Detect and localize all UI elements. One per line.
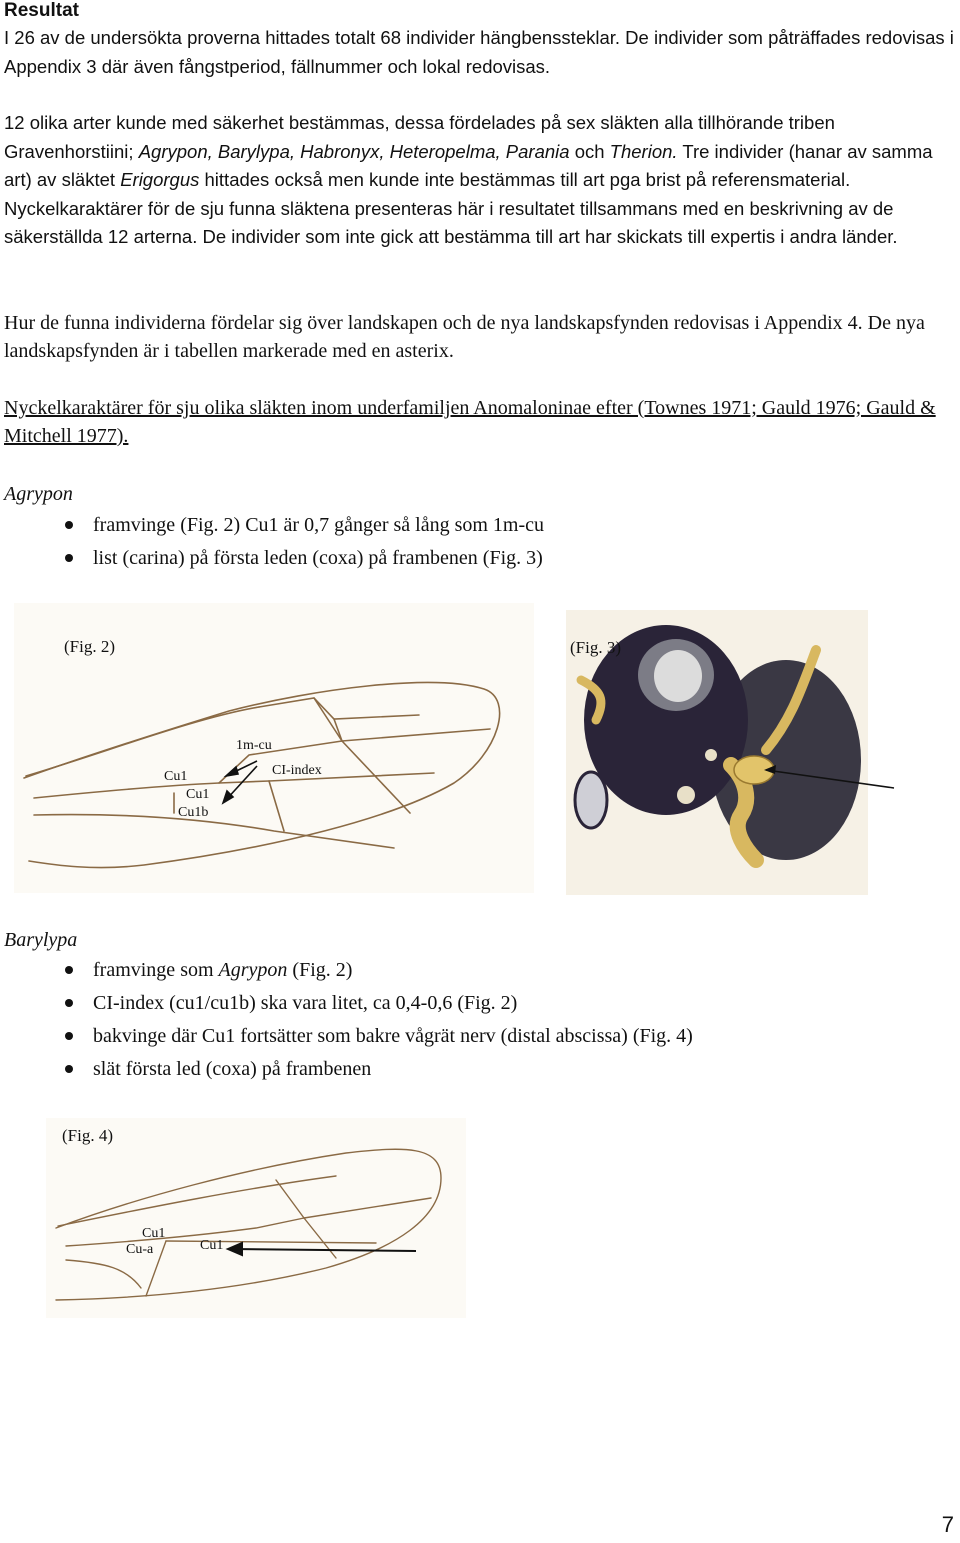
figure-3-coxa bbox=[566, 610, 896, 900]
wing-outline bbox=[24, 683, 500, 868]
paragraph-intro: I 26 av de undersökta proverna hittades totalt 68 individer hängbenssteklar. De individer som påträffades redovisas i Appendix 3 där även fångstperiod, fällnummer och lokal redovisas. bbox=[4, 27, 954, 77]
page-number: 7 bbox=[941, 1512, 954, 1537]
genera-list: Agrypon, Barylypa, Habronyx, Heteropelma, Parania bbox=[138, 140, 570, 162]
costa-vein bbox=[26, 707, 259, 776]
paragraph-key-characters: Nyckelkaraktärer för sju olika släkten inom underfamiljen Anomaloninae efter (Townes 1971; Gauld 1976; Gauld & Mitchell 1977). bbox=[4, 397, 936, 447]
figure-4-hindwing bbox=[46, 1118, 466, 1318]
genus-therion: Therion. bbox=[609, 140, 678, 162]
bullet-text: framvinge (Fig. 2) Cu1 är 0,7 gånger så lång som 1m-cu bbox=[93, 514, 545, 536]
bullet-icon bbox=[65, 554, 73, 562]
genus-heading-barylypa bbox=[4, 926, 77, 954]
species-text-b: Tre individer (hanar av samma art) av släktet bbox=[4, 140, 933, 190]
hind-cross-vein bbox=[276, 1180, 304, 1218]
barylypa-bullet-list bbox=[0, 956, 693, 1088]
bullet-icon bbox=[65, 999, 73, 1007]
fig3-caption: (Fig. 3) bbox=[570, 638, 621, 657]
label-cu-a: Cu-a bbox=[126, 1242, 154, 1257]
mandible bbox=[575, 772, 607, 828]
label-cu1-right: Cu1 bbox=[200, 1238, 224, 1253]
species-text-och: och bbox=[569, 140, 610, 162]
fig4-caption: (Fig. 4) bbox=[62, 1126, 113, 1145]
paragraph-species bbox=[4, 109, 954, 252]
hind-anal-vein bbox=[66, 1260, 141, 1288]
radial-vein bbox=[259, 698, 419, 719]
label-cu1: Cu1 bbox=[164, 769, 188, 784]
list-item bbox=[0, 1022, 693, 1055]
bullet-text: CI-index (cu1/cu1b) ska vara litet, ca 0,4-0,6 (Fig. 2) bbox=[93, 992, 518, 1014]
genus-title-barylypa: Barylypa bbox=[4, 929, 78, 951]
arrow-line-hind bbox=[232, 1249, 416, 1251]
agrypon-bullet-list bbox=[0, 511, 544, 577]
hind-cu1-vein bbox=[166, 1241, 376, 1243]
anal-vein bbox=[34, 815, 394, 848]
fig2-caption: (Fig. 2) bbox=[64, 637, 115, 656]
hind-discal-vein bbox=[304, 1218, 336, 1258]
bullet-icon bbox=[65, 1065, 73, 1073]
genus-heading-agrypon bbox=[4, 480, 73, 508]
list-item bbox=[0, 1055, 693, 1088]
bullet-icon bbox=[65, 521, 73, 529]
genus-title-agrypon: Agrypon bbox=[4, 483, 73, 505]
section-heading: Resultat bbox=[4, 0, 79, 21]
bullet-text: slät första led (coxa) på frambenen bbox=[93, 1058, 372, 1080]
list-item bbox=[0, 956, 693, 989]
bullet-icon bbox=[65, 1032, 73, 1040]
label-1m-cu: 1m-cu bbox=[236, 738, 272, 753]
list-item bbox=[0, 511, 544, 544]
figure-2-forewing bbox=[14, 603, 534, 893]
bullet-icon bbox=[65, 966, 73, 974]
label-ci-index: CI-index bbox=[272, 763, 322, 778]
bullet-text: bakvinge där Cu1 fortsätter som bakre vågrät nerv (distal abscissa) (Fig. 4) bbox=[93, 1025, 693, 1047]
species-text-a: 12 olika arter kunde med säkerhet bestämmas, dessa fördelades på sex släkten alla tillhörande triben Gravenhorstiini; bbox=[4, 112, 835, 162]
genus-erigorgus: Erigorgus bbox=[120, 169, 200, 190]
highlight-1 bbox=[677, 786, 695, 804]
arrowhead-1-icon bbox=[226, 767, 238, 776]
paragraph-landskap: Hur de funna individerna fördelar sig över landskapen och de nya landskapsfynden redovisas i Appendix 4. De nya landskapsfynden är i tabellen markerade med en asterix. bbox=[4, 312, 925, 362]
cubital-vein bbox=[34, 781, 269, 798]
medial-vein bbox=[334, 719, 410, 813]
bullet-text: list (carina) på första leden (coxa) på frambenen (Fig. 3) bbox=[93, 547, 543, 569]
list-item bbox=[0, 544, 544, 577]
label-cu1-top: Cu1 bbox=[142, 1226, 166, 1241]
hind-radial-vein bbox=[304, 1198, 431, 1218]
eye-inner bbox=[654, 650, 702, 702]
radial-outer-vein bbox=[342, 729, 490, 741]
list-item bbox=[0, 989, 693, 1022]
label-cu1b: Cu1b bbox=[178, 805, 209, 820]
arrowhead-hind-icon bbox=[228, 1243, 242, 1255]
label-cu1-second: Cu1 bbox=[186, 787, 210, 802]
cu1b-vein bbox=[269, 781, 284, 831]
bullet-text: framvinge som Agrypon (Fig. 2) bbox=[93, 959, 353, 981]
species-text-c: hittades också men kunde inte bestämmas till art pga brist på referensmaterial. Nyckelkaraktärer för de sju funna släktena presenteras här i resultatet tillsammans med en beskrivning av de säkerställda 12 arterna. De individer som inte gick att bestämma till art har skickats till expertis i andra länder. bbox=[4, 169, 898, 247]
hindwing-outline bbox=[56, 1149, 441, 1300]
highlight-2 bbox=[705, 749, 717, 761]
